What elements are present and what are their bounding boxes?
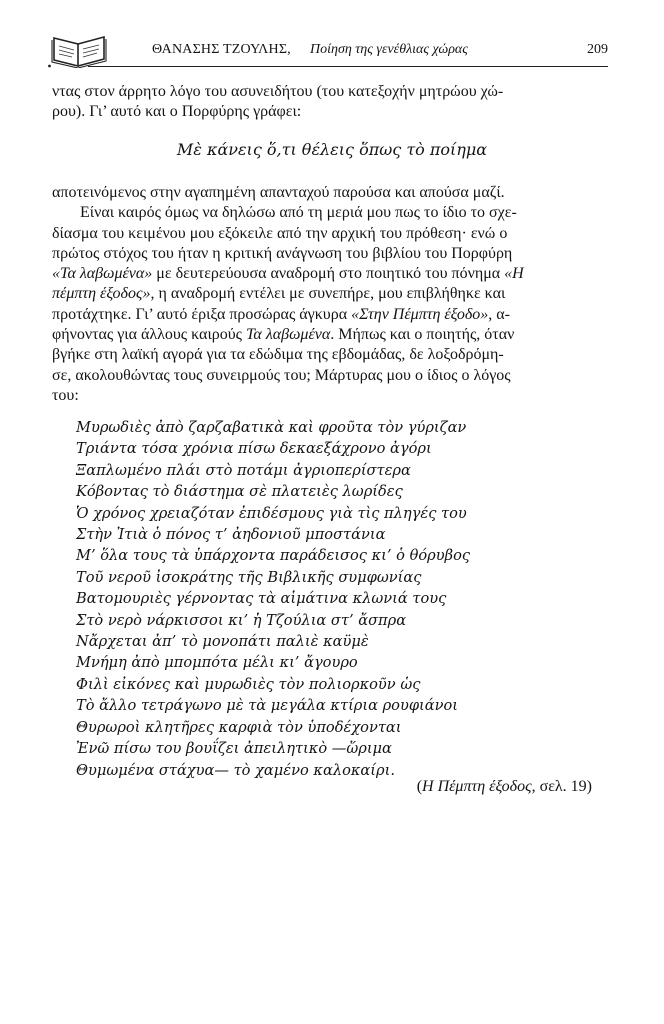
poem-verse: Κόβοντας τὸ διάστημα σὲ πλατειὲς λωρίδες (76, 483, 403, 501)
poem-verse: Στὴν Ἰτιὰ ὁ πόνος τ’ ἀηδονιοῦ μποστάνια (76, 526, 386, 544)
text-line: αποτεινόμενος στην αγαπημένη απανταχού παρούσα και απούσα μαζί. (52, 184, 505, 201)
poem-verse: Φιλὶ εἰκόνες καὶ μυρωδιὲς τὸν πολιορκοῦν ὡς (76, 675, 421, 693)
header-book-title: Ποίηση της γενέθλιας χώρας (310, 42, 468, 57)
book-title-ref: «Τα λαβωμένα» (52, 265, 153, 283)
book-title-ref: πέμπτη έξοδος» (52, 285, 151, 303)
poem-verse: Μυρωδιὲς ἀπὸ ζαρζαβατικὰ καὶ φροῦτα τὸν γύριζαν (76, 419, 467, 436)
text-line: «Τα λαβωμένα» με δευτερεύουσα αναδρομή στο ποιητικό του πόνημα «Η (52, 265, 524, 283)
poem-verse: Τὸ ἄλλο τετράγωνο μὲ τὰ μεγάλα κτίρια ρουφιάνοι (76, 697, 459, 715)
poem-verse: Μνήμη ἀπὸ μπομπότα μέλι κι’ ἄγουρο (76, 654, 358, 672)
text-line: ντας στον άρρητο λόγο του ασυνειδήτου (του κατεξοχήν μητρώου χώ- (52, 83, 504, 100)
book-title-ref: Τα λαβωμένα (245, 326, 331, 344)
poem-excerpt (76, 417, 470, 781)
header-author: ΘΑΝΑΣΗΣ ΤΖΟΥΛΗΣ, (152, 42, 291, 57)
text-line: πέμπτη έξοδος», η αναδρομή εντέλει με συνεπήρε, μου επιβλήθηκε και (52, 285, 506, 303)
book-title-ref: «Στην Πέμπτη έξοδο» (351, 305, 489, 323)
poem-citation: (Η Πέμπτη έξοδος, σελ. 19) (416, 778, 592, 795)
after-quote-paragraph (52, 183, 599, 203)
running-header (48, 24, 608, 66)
text-line: του: (52, 386, 79, 404)
poem-verse: Θυρωροὶ κλητῆρες καρφιὰ τὸν ὑποδέχονται (76, 718, 402, 736)
header-rule (88, 66, 608, 67)
text-line: προτάχτηκε. Γι’ αυτό έριξα προσώρας άγκυρα «Στην Πέμπτη έξοδο», α- (52, 305, 511, 323)
poem-verse: Νἄρχεται ἀπ’ τὸ μονοπάτι παλιὲ καϋμὲ (76, 633, 369, 651)
opening-text (52, 82, 599, 123)
poem-verse: Βατομουριὲς γέρνοντας τὰ αἱμάτινα κλωνιά τους (76, 590, 447, 608)
quoted-verse: Μὲ κάνεις ὅ,τι θέλεις ὅπως τὸ ποίημα (176, 140, 488, 159)
poem-verse: Ὁ χρόνος χρειαζόταν ἐπιδέσμους γιὰ τὶς πληγές του (76, 504, 467, 522)
text-line: βγήκε στη λαϊκή αγορά για τα εδώδιμα της εβδομάδας, δε λοξοδρόμη- (52, 346, 504, 364)
poem-verse: Ἐνῶ πίσω του βουΐζει ἀπειλητικὸ —ὥριμα (76, 740, 392, 758)
poem-verse: Στὸ νερὸ νάρκισσοι κι’ ἡ Τζούλια στ’ ἄσπρα (76, 611, 407, 629)
main-text (52, 183, 599, 406)
poem-verse: Θυμωμένα στάχυα— τὸ χαμένο καλοκαίρι. (76, 761, 395, 779)
poem-verse: Ξαπλωμένο πλάι στὸ ποτάμι ἀγριοπερίστερα (76, 461, 411, 479)
opening-paragraph (52, 82, 599, 123)
poem-verse: Μ’ ὅλα τους τὰ ὑπάρχοντα παράδεισος κι’ ὁ θόρυβος (76, 547, 471, 565)
text-line: δίασμα του κειμένου μου εξόκειλε από την αρχική του πρόθεση· ενώ ο (52, 224, 508, 242)
page-number: 209 (587, 42, 608, 57)
cited-book-title: Η Πέμπτη έξοδος (422, 778, 532, 795)
text-line: σε, ακολουθώντας τους συνειρμούς του; Μάρτυρας μου ο ίδιος ο λόγος (52, 366, 511, 384)
book-title-ref: «Η (504, 265, 524, 283)
text-line: πρώτος στόχος του ήταν η κριτική ανάγνωση του βιβλίου του Πορφύρη (52, 244, 513, 262)
text-line: Είναι καιρός όμως να δηλώσω από τη μεριά μου πως το ίδιο το σχε- (80, 204, 517, 222)
poem-verse: Τοῦ νεροῦ ἰσοκράτης τῆς Βιβλικῆς συμφωνίας (76, 568, 422, 586)
text-line: φήνοντας για άλλους καιρούς Τα λαβωμένα. Μήπως και ο ποιητής, όταν (52, 326, 515, 344)
body-paragraph (52, 203, 599, 406)
text-line: ρου). Γι’ αυτό και ο Πορφύρης γράφει: (52, 103, 302, 121)
poem-verse: Τριάντα τόσα χρόνια πίσω δεκαεξάχρονο ἀγόρι (76, 440, 432, 458)
open-book-icon (48, 28, 110, 68)
